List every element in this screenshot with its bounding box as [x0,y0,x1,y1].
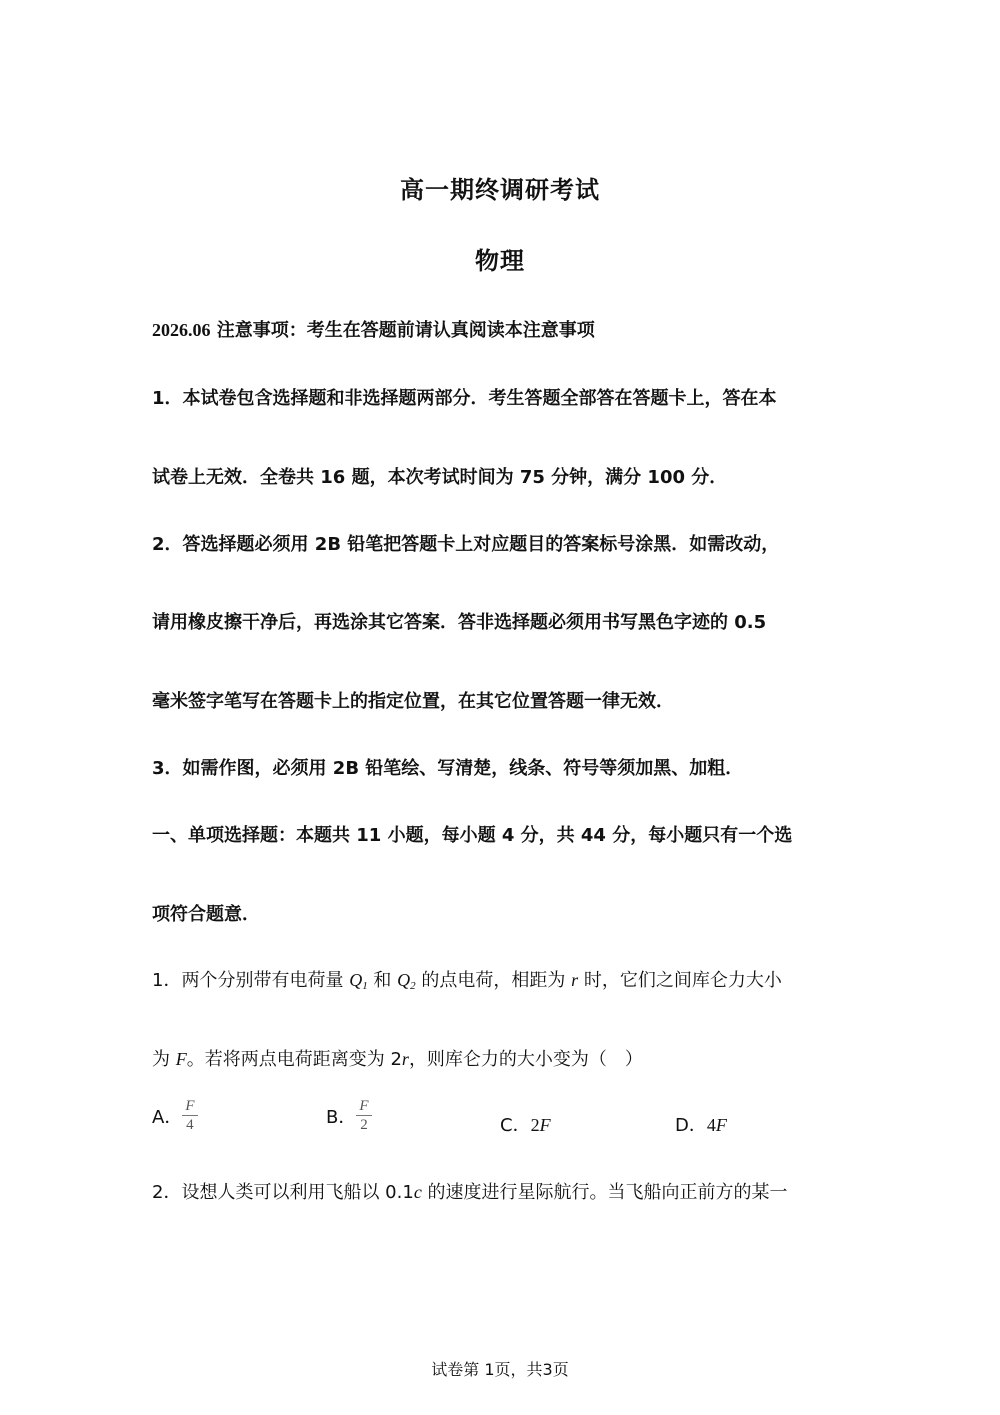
q1-option-c-symbol: F [539,1115,551,1135]
q1-option-d-label: D． [675,1115,707,1136]
q1-text-7: ，则库仑力的大小变为（ ） [408,1049,643,1070]
notice-item-2-line-3: 毫米签字笔写在答题卡上的指定位置，在其它位置答题一律无效． [152,691,674,712]
subject-title: 物理 [475,247,525,275]
q1-option-a-fraction [182,1097,197,1134]
q1-option-a-label: A． [152,1106,183,1128]
q2-text-1: 2．设想人类可以利用飞船以 0.1 [152,1182,414,1203]
q1-text-4: 时，它们之间库仑力大小 [578,970,782,991]
q1-option-d-value: 4 [706,1115,716,1135]
q1-option-d-symbol: F [715,1115,727,1135]
notice-item-1-line-1: 1．本试卷包含选择题和非选择题两部分．考生答题全部答在答题卡上，答在本 [152,388,777,409]
q1-text-2: 和 [367,970,398,991]
q1-symbol-F: F [175,1049,187,1069]
q2-text-2: 的速度进行星际航行。当飞船向正前方的某一 [421,1182,788,1203]
notice-item-2-line-1: 2．答选择题必须用 2B 铅笔把答题卡上对应题目的答案标号涂黑．如需改动， [152,534,780,555]
notice-heading-text: 注意事项：考生在答题前请认真阅读本注意事项 [216,320,595,341]
question-1-line-2 [152,1045,643,1071]
q1-option-b[interactable] [326,1097,372,1134]
exam-date: 2026.06 [152,320,211,340]
q1-option-b-numerator: F [359,1098,369,1114]
q1-symbol-Q1: Q [349,970,363,990]
q1-subscript-2: 2 [410,980,416,992]
notice-item-3: 3．如需作图，必须用 2B 铅笔绘、写清楚，线条、符号等须加黑、加粗． [152,758,744,779]
section-1-heading-line-1: 一、单项选择题：本题共 11 小题，每小题 4 分，共 44 分，每小题只有一个选 [152,825,793,846]
q1-option-b-fraction [356,1097,371,1134]
q2-symbol-c: c [413,1182,422,1202]
q1-subscript-1: 1 [362,980,368,992]
q1-symbol-r: r [571,970,579,990]
notice-item-2-line-2: 请用橡皮擦干净后，再选涂其它答案．答非选择题必须用书写黑色字迹的 0.5 [152,612,767,633]
section-1-heading-line-2: 项符合题意． [152,904,260,925]
q1-symbol-r-2: r [401,1049,409,1069]
q1-text-5: 为 [152,1049,176,1070]
q1-option-b-label: B． [326,1106,357,1128]
q1-symbol-Q2: Q [397,970,411,990]
q1-option-a-denominator: 4 [182,1115,197,1134]
question-2-line-1 [152,1178,788,1204]
q1-option-b-denominator: 2 [356,1115,371,1134]
q1-text-3: 的点电荷，相距为 [415,970,572,991]
q1-option-a-numerator: F [185,1098,195,1114]
q1-option-c-value: 2 [530,1115,540,1135]
q1-option-c-label: C． [500,1115,531,1136]
q1-option-c[interactable] [500,1111,551,1137]
q1-text-6: 。若将两点电荷距离变为 2 [186,1049,402,1070]
q1-text-1: 1．两个分别带有电荷量 [152,970,350,991]
q1-option-d[interactable] [675,1111,727,1137]
question-1-line-1 [152,966,782,992]
notice-item-1-line-2: 试卷上无效．全卷共 16 题，本次考试时间为 75 分钟，满分 100 分． [152,467,728,488]
q1-option-a[interactable] [152,1097,198,1134]
page-footer: 试卷第 1页，共3页 [431,1360,569,1379]
notice-heading [152,316,595,342]
exam-title: 高一期终调研考试 [400,176,600,204]
